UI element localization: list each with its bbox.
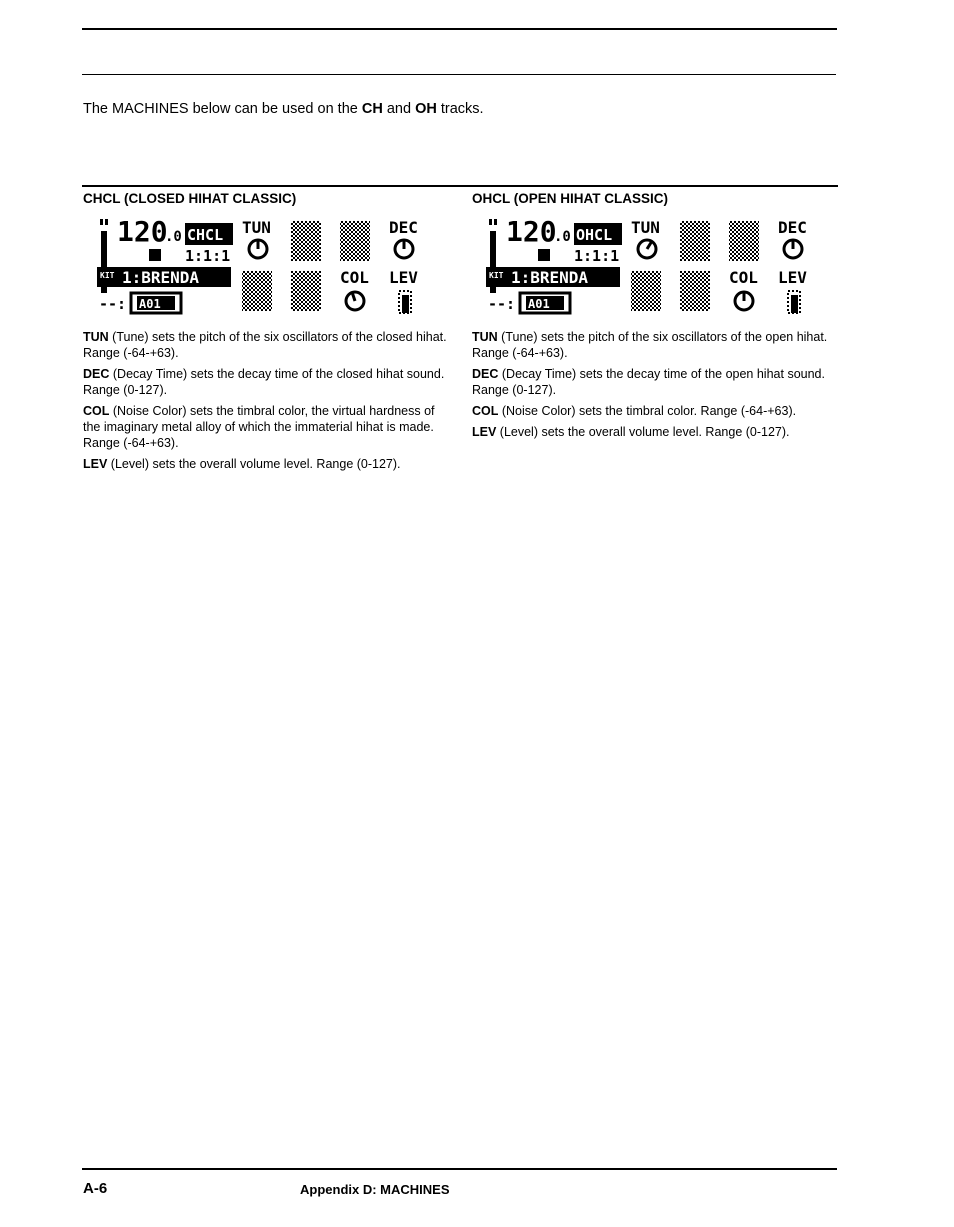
lcd-kit-tag: KIT bbox=[489, 271, 504, 280]
checker-block bbox=[242, 271, 272, 311]
param-label-col: COL bbox=[340, 268, 369, 287]
checker-block bbox=[631, 271, 661, 311]
lcd-kit-tag: KIT bbox=[100, 271, 115, 280]
checker-block bbox=[680, 221, 710, 261]
footer-title: Appendix D: MACHINES bbox=[300, 1182, 450, 1197]
param-desc-lev: LEV (Level) sets the overall volume level. Range (0-127). bbox=[472, 425, 790, 439]
param-label-lev: LEV bbox=[389, 268, 418, 287]
param-desc-tun: TUN (Tune) sets the pitch of the six oscillators of the closed hihat. Range (-64-+63). bbox=[83, 330, 447, 360]
lcd-kit-name: 1:BRENDA bbox=[511, 268, 589, 287]
track-oh: OH bbox=[415, 101, 437, 117]
param-label-lev: LEV bbox=[778, 268, 807, 287]
lcd-pattern-prefix: --: bbox=[99, 295, 127, 313]
lcd-position: 1:1:1 bbox=[185, 247, 231, 265]
section-rule bbox=[82, 185, 838, 187]
param-desc-dec: DEC (Decay Time) sets the decay time of the closed hihat sound. Range (0-127). bbox=[83, 367, 445, 397]
param-desc-col: COL (Noise Color) sets the timbral color. Range (-64-+63). bbox=[472, 404, 797, 418]
header-rule bbox=[82, 74, 836, 75]
param-descriptions bbox=[472, 329, 842, 440]
lcd-pattern-prefix: --: bbox=[488, 295, 516, 313]
lcd-tempo: 120 bbox=[117, 217, 168, 248]
lcd-pattern: A01 bbox=[528, 297, 550, 311]
param-label-dec: DEC bbox=[389, 218, 418, 237]
param-desc-tun: TUN (Tune) sets the pitch of the six oscillators of the open hihat. Range (-64-+63). bbox=[472, 330, 828, 360]
param-label-tun: TUN bbox=[631, 218, 660, 237]
checker-block bbox=[291, 221, 321, 261]
page-number: A-6 bbox=[83, 1180, 108, 1197]
machine-ohcl bbox=[472, 191, 842, 445]
machine-title: OHCL (OPEN HIHAT CLASSIC) bbox=[472, 191, 669, 206]
lcd-tempo: 120 bbox=[506, 217, 557, 248]
lcd-machine: CHCL bbox=[187, 226, 224, 244]
lcd-stop-icon bbox=[149, 249, 161, 261]
param-desc-col: COL (Noise Color) sets the timbral color, the virtual hardness of the imaginary metal alloy of which the immaterial hihat is made. Range (-64-+63). bbox=[83, 404, 435, 450]
checker-block bbox=[680, 271, 710, 311]
footer-rule bbox=[82, 1168, 837, 1170]
checker-block bbox=[729, 221, 759, 261]
param-desc-dec: DEC (Decay Time) sets the decay time of the open hihat sound. Range (0-127). bbox=[472, 367, 825, 397]
param-label-tun: TUN bbox=[242, 218, 271, 237]
checker-block bbox=[291, 271, 321, 311]
lcd-position: 1:1:1 bbox=[574, 247, 620, 265]
lcd-pattern: A01 bbox=[139, 297, 161, 311]
param-label-dec: DEC bbox=[778, 218, 807, 237]
lcd-kit-name: 1:BRENDA bbox=[122, 268, 200, 287]
lcd-stop-icon bbox=[538, 249, 550, 261]
lcd-tempo-decimal: .0 bbox=[554, 229, 571, 245]
top-rule bbox=[82, 28, 837, 30]
lcd-machine: OHCL bbox=[576, 226, 613, 244]
track-ch: CH bbox=[361, 101, 383, 117]
intro-text: The MACHINES below can be used on the CH and OH tracks. bbox=[83, 101, 484, 117]
machine-title: CHCL (CLOSED HIHAT CLASSIC) bbox=[83, 191, 297, 206]
param-desc-lev: LEV (Level) sets the overall volume level. Range (0-127). bbox=[83, 457, 401, 471]
param-label-col: COL bbox=[729, 268, 758, 287]
param-descriptions bbox=[83, 329, 453, 472]
checker-block bbox=[340, 221, 370, 261]
lcd-screen-ohcl bbox=[486, 217, 816, 317]
lcd-tempo-decimal: .0 bbox=[165, 229, 182, 245]
machine-chcl bbox=[83, 191, 453, 477]
lcd-screen-chcl bbox=[97, 217, 427, 317]
